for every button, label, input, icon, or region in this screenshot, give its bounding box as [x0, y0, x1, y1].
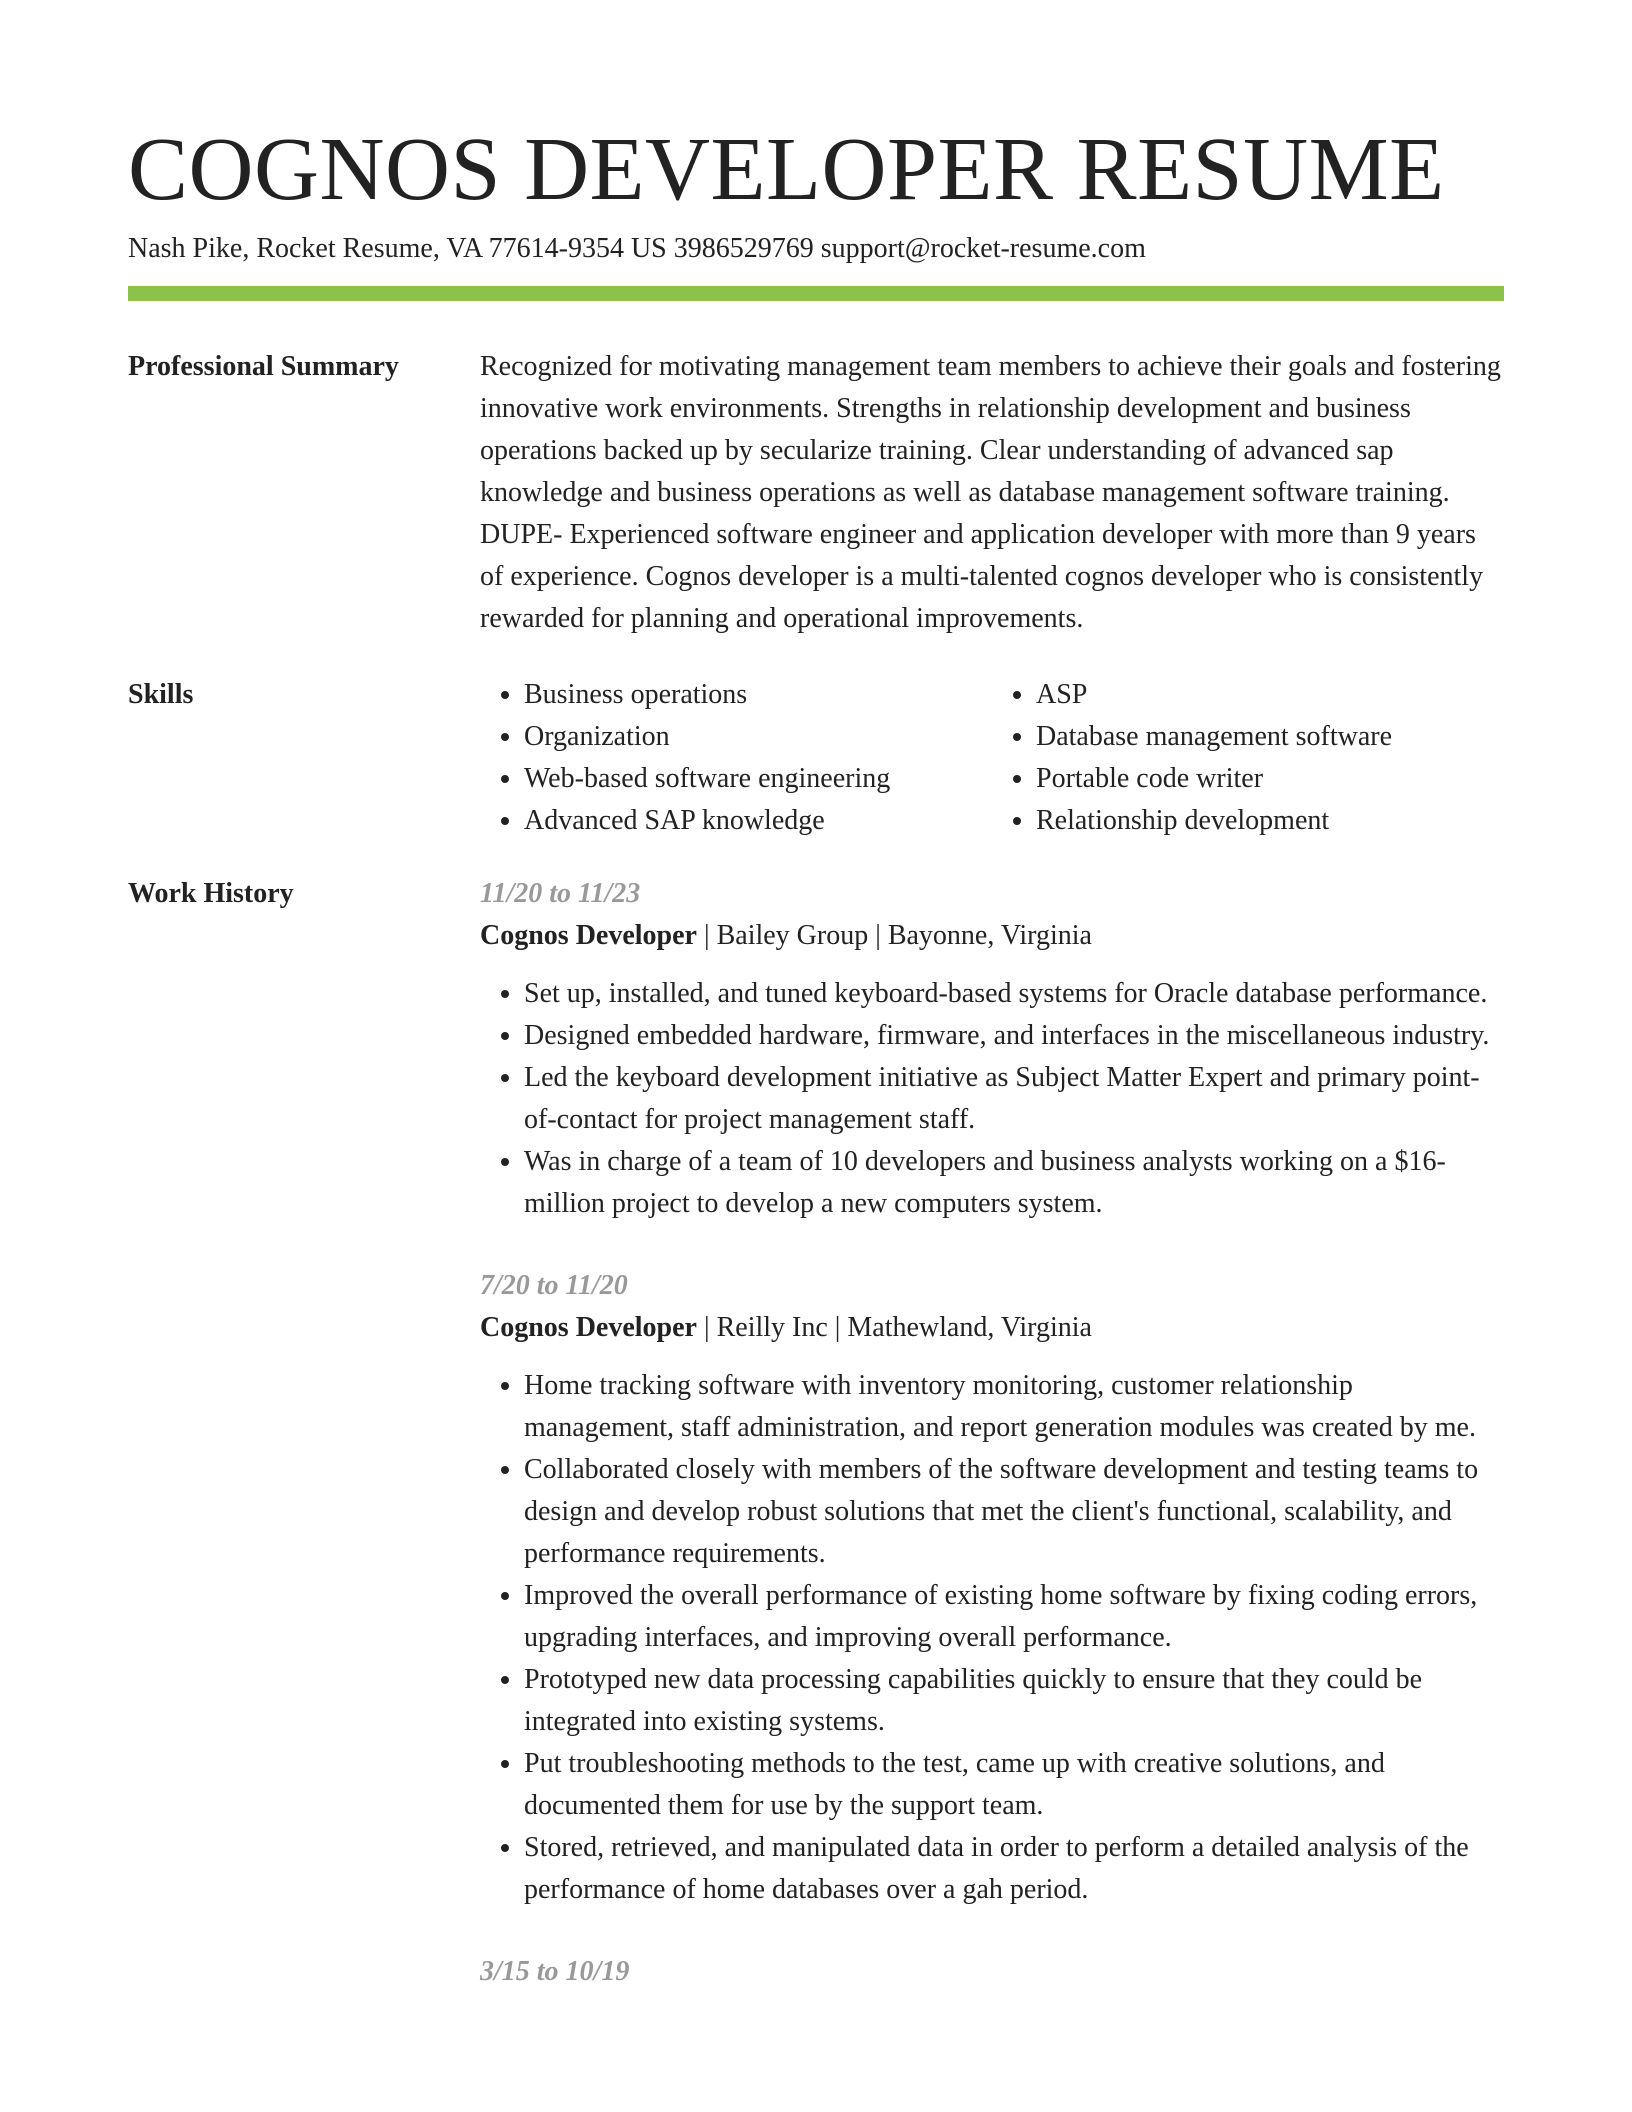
skill-item: • Database management software	[1036, 716, 1504, 758]
job-dates: 3/15 to 10/19	[480, 1956, 630, 1987]
summary-label: Professional Summary	[128, 351, 399, 382]
job-dates: 11/20 to 11/23	[480, 878, 641, 909]
work-history-label: Work History	[128, 878, 294, 909]
job-employer-location: | Reilly Inc | Mathewland, Virginia	[696, 1312, 1092, 1343]
skill-item: • Portable code writer	[1036, 758, 1504, 800]
job-title: Cognos Developer	[480, 920, 697, 951]
job-bullet: • Set up, installed, and tuned keyboard-based systems for Oracle database performance.	[524, 973, 1504, 1015]
resume-title: COGNOS DEVELOPER RESUME	[128, 120, 1445, 219]
job-responsibilities	[480, 1365, 1504, 1911]
job-title: Cognos Developer	[480, 1312, 697, 1343]
job-heading	[480, 1307, 1504, 1349]
skill-item: • Organization	[524, 716, 992, 758]
summary-text: Recognized for motivating management team members to achieve their goals and fostering innovative work environments. Strengths in relationship development and business operations backed up by secularize training. Clear understanding of advanced sap knowledge and business operations as well as database management software training. DUPE- Experienced software engineer and application developer with more than 9 years of experience. Cognos developer is a multi-talented cognos developer who is consistently rewarded for planning and operational improvements.	[480, 351, 1501, 634]
job-bullet: • Collaborated closely with members of the software development and testing teams to design and develop robust solutions that met the client's functional, scalability, and performance requirements.	[524, 1449, 1504, 1575]
job-bullet: • Designed embedded hardware, firmware, and interfaces in the miscellaneous industry.	[524, 1015, 1504, 1057]
work-history-body	[480, 873, 1504, 2033]
skill-item: • Business operations	[524, 674, 992, 716]
job-bullet: • Put troubleshooting methods to the test, came up with creative solutions, and documented them for use by the support team.	[524, 1743, 1504, 1827]
job-bullet: • Stored, retrieved, and manipulated data in order to perform a detailed analysis of the performance of home databases over a gah period.	[524, 1827, 1504, 1911]
skills-columns	[480, 674, 1504, 842]
job-heading	[480, 915, 1504, 957]
job-entry	[480, 1951, 1504, 1993]
skills-list-left	[480, 674, 992, 842]
skills-body	[480, 674, 1504, 842]
job-bullet: • Prototyped new data processing capabilities quickly to ensure that they could be integrated into existing systems.	[524, 1659, 1504, 1743]
job-dates: 7/20 to 11/20	[480, 1270, 628, 1301]
summary-body	[480, 346, 1504, 640]
job-bullet: • Was in charge of a team of 10 developers and business analysts working on a $16-million project to develop a new computers system.	[524, 1141, 1504, 1225]
job-bullet: • Home tracking software with inventory monitoring, customer relationship management, staff administration, and report generation modules was created by me.	[524, 1365, 1504, 1449]
skills-list-right	[992, 674, 1504, 842]
job-bullet: • Led the keyboard development initiative as Subject Matter Expert and primary point-of-contact for project management staff.	[524, 1057, 1504, 1141]
contact-line: Nash Pike, Rocket Resume, VA 77614-9354 US 3986529769 support@rocket-resume.com	[128, 233, 1146, 264]
job-entry	[480, 1265, 1504, 1911]
skill-item: • ASP	[1036, 674, 1504, 716]
job-responsibilities	[480, 973, 1504, 1225]
skill-item: • Advanced SAP knowledge	[524, 800, 992, 842]
header-divider	[128, 286, 1504, 301]
job-entry	[480, 873, 1504, 1225]
job-employer-location: | Bailey Group | Bayonne, Virginia	[696, 920, 1092, 951]
skill-item: • Relationship development	[1036, 800, 1504, 842]
skills-label: Skills	[128, 679, 194, 710]
job-bullet: • Improved the overall performance of existing home software by fixing coding errors, upgrading interfaces, and improving overall performance.	[524, 1575, 1504, 1659]
skill-item: • Web-based software engineering	[524, 758, 992, 800]
